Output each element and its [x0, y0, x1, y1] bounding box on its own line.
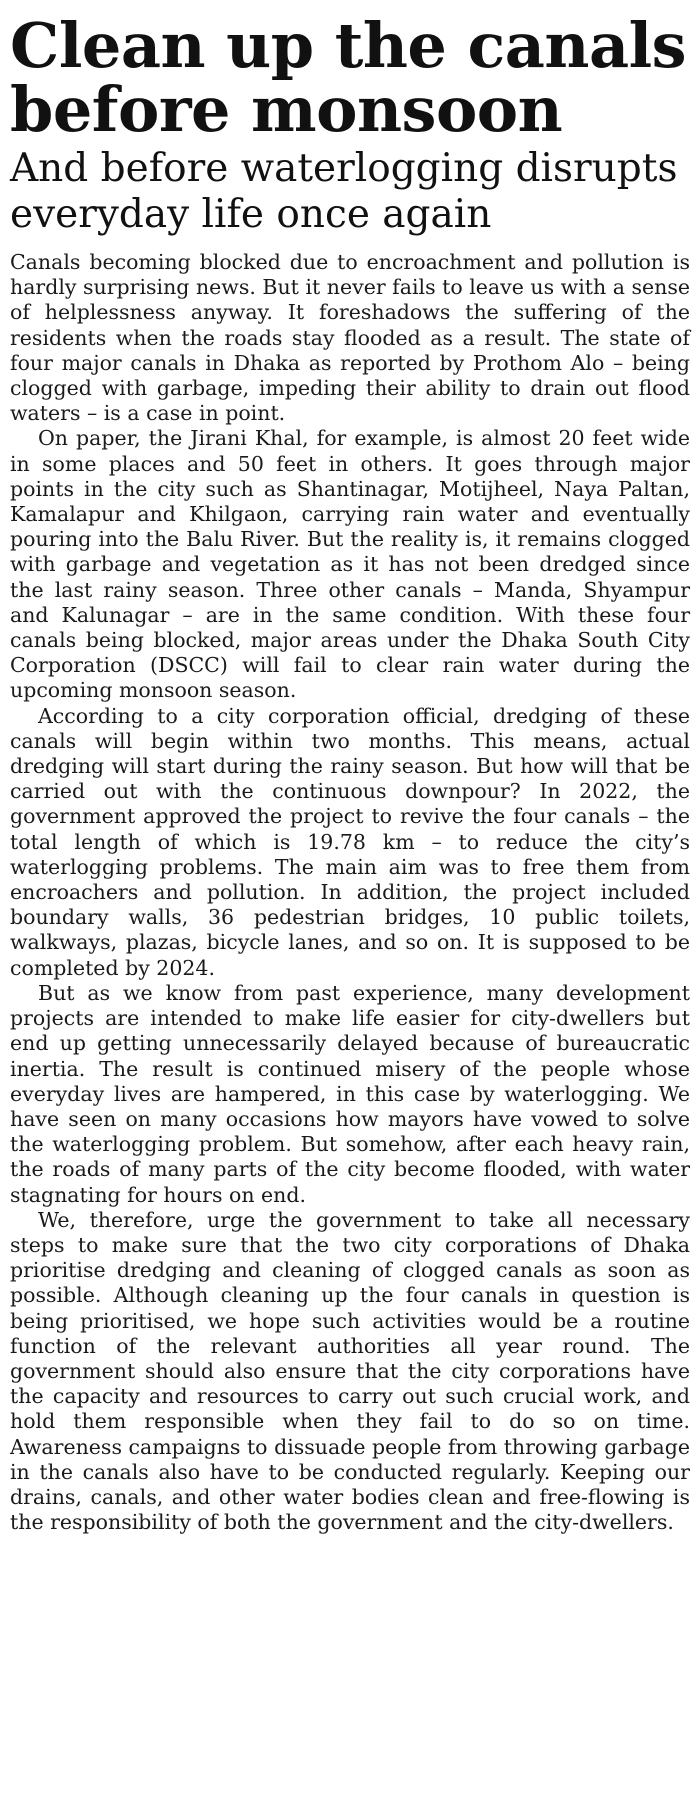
- article-body: [10, 250, 690, 1535]
- paragraph-3: According to a city corporation official, dredging of these canals will begin within two months. This means, actual dredging will start during the rainy season. But how will that be carried out with the continuous downpour? In 2022, the government approved the project to revive the four canals – the total length of which is 19.78 km – to reduce the city’s waterlogging problems. The main aim was to free them from encroachers and pollution. In addition, the project included boundary walls, 36 pedestrian bridges, 10 public toilets, walkways, plazas, bicycle lanes, and so on. It is supposed to be completed by 2024.: [10, 703, 690, 980]
- paragraph-2: On paper, the Jirani Khal, for example, is almost 20 feet wide in some places and 50 feet in others. It goes through major points in the city such as Shantinagar, Motijheel, Naya Paltan, Kamalapur and Khilgaon, carrying rain water and eventually pouring into the Balu River. But the reality is, it remains clogged with garbage and vegetation as it has not been dredged since the last rainy season. Three other canals – Manda, Shyampur and Kalunagar – are in the same condition. With these four canals being blocked, major areas under the Dhaka South City Corporation (DSCC) will fail to clear rain water during the upcoming monsoon season.: [10, 426, 690, 703]
- headline: Clean up the canals before monsoon: [10, 9, 687, 146]
- subheadline: And before waterlogging disrupts everyday life once again: [10, 146, 678, 237]
- paragraph-1: Canals becoming blocked due to encroachment and pollution is hardly surprising news. But it never fails to leave us with a sense of helplessness anyway. It foreshadows the suffering of the residents when the roads stay flooded as a result. The state of four major canals in Dhaka as reported by Prothom Alo – being clogged with garbage, impeding their ability to drain out flood waters – is a case in point.: [10, 250, 690, 426]
- paragraph-4: But as we know from past experience, many development projects are intended to make life easier for city-dwellers but end up getting unnecessarily delayed because of bureaucratic inertia. The result is continued misery of the people whose everyday lives are hampered, in this case by waterlogging. We have seen on many occasions how mayors have vowed to solve the waterlogging problem. But somehow, after each heavy rain, the roads of many parts of the city become flooded, with water stagnating for hours on end.: [10, 980, 690, 1207]
- article: [10, 9, 690, 1535]
- paragraph-5: We, therefore, urge the government to take all necessary steps to make sure that the two city corporations of Dhaka prioritise dredging and cleaning of clogged canals as soon as possible. Although cleaning up the four canals in question is being prioritised, we hope such activities would be a routine function of the relevant authorities all year round. The government should also ensure that the city corporations have the capacity and resources to carry out such crucial work, and hold them responsible when they fail to do so on time. Awareness campaigns to dissuade people from throwing garbage in the canals also have to be conducted regularly. Keeping our drains, canals, and other water bodies clean and free-flowing is the responsibility of both the government and the city-dwellers.: [10, 1207, 690, 1535]
